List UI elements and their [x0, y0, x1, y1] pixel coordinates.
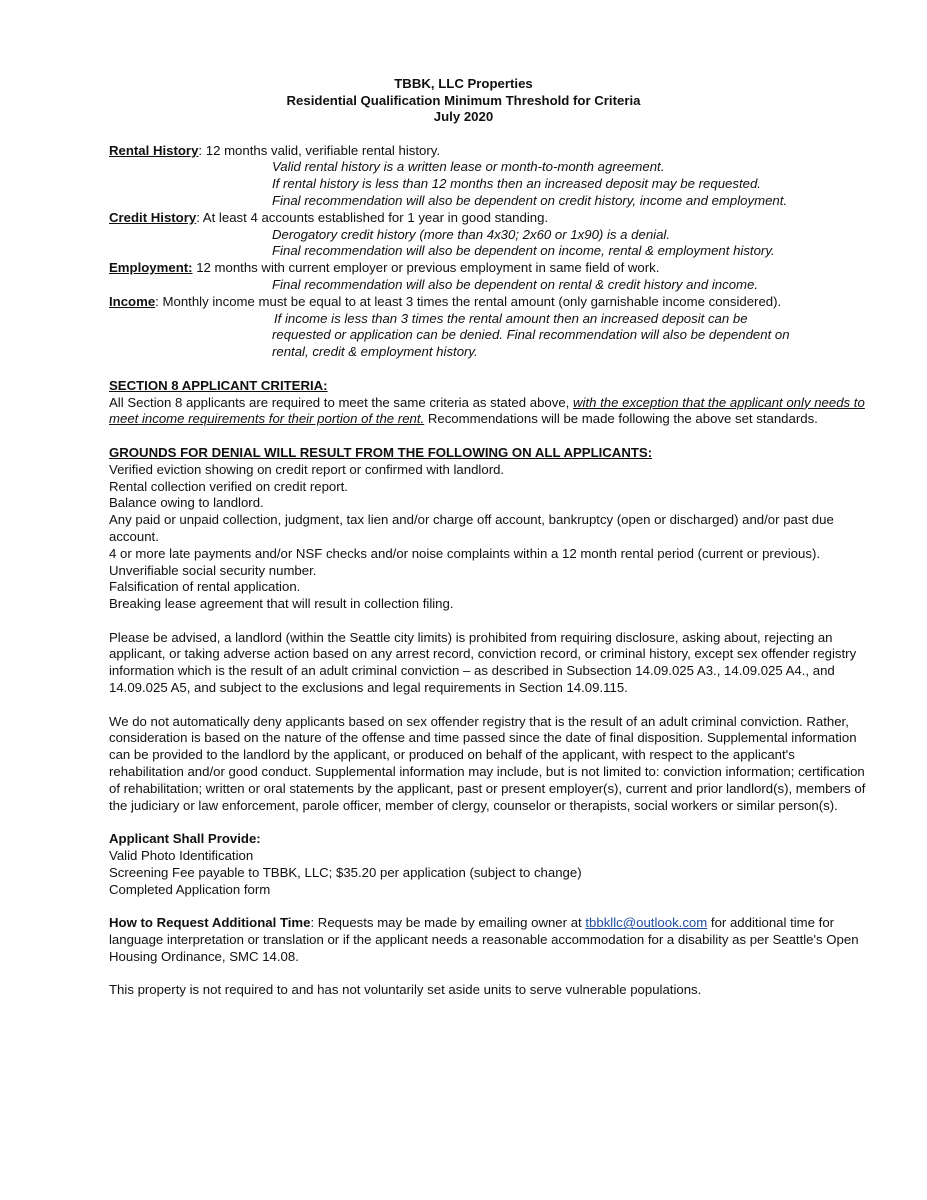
rental-history-note: Final recommendation will also be dependent on credit history, income and employment.: [272, 192, 788, 208]
applicant-provide-item: Screening Fee payable to TBBK, LLC; $35.20 per application (subject to change): [109, 864, 582, 880]
company-name: TBBK, LLC Properties: [394, 76, 533, 91]
section8-text: All Section 8 applicants are required to meet the same criteria as stated above, with the exception that the applicant only needs to meet income requirements for their portion of the rent. Recommendations will be made following the above set standards.: [109, 394, 865, 427]
denial-list-item: Rental collection verified on credit report.: [109, 478, 348, 494]
document-title: Residential Qualification Minimum Threshold for Criteria: [286, 92, 641, 108]
credit-history-text: : At least 4 accounts established for 1 year in good standing.: [196, 209, 549, 225]
applicant-provide-item: Completed Application form: [109, 881, 271, 897]
income-section: [109, 294, 869, 361]
document-header: [0, 76, 927, 126]
denial-list-item: Any paid or unpaid collection, judgment, tax lien and/or charge off account, bankruptcy (open or discharged) and/or past due account.: [109, 512, 834, 544]
employment-label: Employment:: [109, 260, 193, 276]
applicant-provide-item: Valid Photo Identification: [109, 848, 254, 864]
additional-time-label: How to Request Additional Time: [109, 915, 311, 931]
rental-history-label: Rental History: [109, 142, 199, 158]
credit-history-note: Final recommendation will also be dependent on income, rental & employment history.: [272, 243, 775, 259]
denial-list-item: 4 or more late payments and/or NSF checks and/or noise complaints within a 12 month rental period (current or previous).: [109, 545, 820, 561]
applicant-provide-heading: Applicant Shall Provide:: [109, 831, 261, 847]
income-note: rental, credit & employment history.: [272, 344, 478, 360]
seattle-disclosure-paragraph: Please be advised, a landlord (within the Seattle city limits) is prohibited from requiring disclosure, asking about, rejecting an applicant, or taking adverse action based on any arrest record, conviction record, or criminal history, except sex offender registry information which is the result of an adult criminal conviction – as described in Subsection 14.09.025 A3., 14.09.025 A4., and 14.09.025 A5, and subject to the exclusions and legal requirements in Section 14.09.115.: [109, 629, 857, 696]
rental-history-note: Valid rental history is a written lease or month-to-month agreement.: [272, 159, 665, 175]
credit-history-section: [109, 210, 869, 260]
denial-list-item: Verified eviction showing on credit report or confirmed with landlord.: [109, 461, 505, 477]
denial-heading: GROUNDS FOR DENIAL WILL RESULT FROM THE FOLLOWING ON ALL APPLICANTS:: [109, 444, 653, 460]
income-note: requested or application can be denied. Final recommendation will also be dependent on: [272, 327, 790, 343]
vulnerable-populations-paragraph: This property is not required to and has not voluntarily set aside units to serve vulnerable populations.: [109, 982, 702, 998]
income-note: If income is less than 3 times the rental amount then an increased deposit can be: [274, 310, 748, 326]
section8-section: [109, 378, 869, 428]
credit-history-note: Derogatory credit history (more than 4x30; 2x60 or 1x90) is a denial.: [272, 226, 671, 242]
denial-list-item: Falsification of rental application.: [109, 579, 301, 595]
applicant-provide-section: [109, 831, 869, 898]
denial-section: [109, 445, 869, 613]
employment-text: 12 months with current employer or previous employment in same field of work.: [192, 260, 660, 276]
employment-section: [109, 260, 869, 294]
rental-history-note: If rental history is less than 12 months then an increased deposit may be requested.: [272, 176, 761, 192]
credit-history-label: Credit History: [109, 209, 197, 225]
sex-offender-paragraph: We do not automatically deny applicants based on sex offender registry that is the result of an adult criminal conviction. Rather, consideration is based on the nature of the offense and time passed since the date of final disposition. Supplemental information can be provided to the landlord by the applicant, or produced on behalf of the applicant, with respect to the applicant's rehabilitation and/or good conduct. Supplemental information may include, but is not limited to: conviction information; certification of rehabilitation; written or oral statements by the applicant, past or present employer(s), current and prior landlord(s), members of the judiciary or law enforcement, parole officer, member of clergy, counselor or therapists, social workers or similar person(s).: [109, 713, 866, 813]
denial-list-item: Unverifiable social security number.: [109, 562, 317, 578]
section8-exception: with the exception that the applicant only needs to meet income requirements for their portion of the rent.: [109, 394, 865, 427]
income-text: : Monthly income must be equal to at least 3 times the rental amount (only garnishable income considered).: [155, 293, 782, 309]
denial-list-item: Balance owing to landlord.: [109, 495, 264, 511]
document-date: July 2020: [433, 109, 494, 125]
employment-note: Final recommendation will also be dependent on rental & credit history and income.: [272, 276, 759, 292]
denial-list-item: Breaking lease agreement that will result in collection filing.: [109, 596, 454, 612]
income-label: Income: [109, 293, 156, 309]
additional-time-paragraph: How to Request Additional Time: Requests may be made by emailing owner at tbbkllc@outlook.com for additional time for language interpretation or translation or if the applicant needs a reasonable accommodation for a disability as per Seattle's Open Housing Ordinance, SMC 14.08.: [109, 915, 859, 964]
owner-email-link[interactable]: tbbkllc@outlook.com: [585, 915, 708, 931]
rental-history-text: : 12 months valid, verifiable rental history.: [198, 142, 441, 158]
section8-heading: SECTION 8 APPLICANT CRITERIA:: [109, 377, 328, 393]
rental-history-section: [109, 143, 869, 210]
document-page: [109, 76, 869, 999]
